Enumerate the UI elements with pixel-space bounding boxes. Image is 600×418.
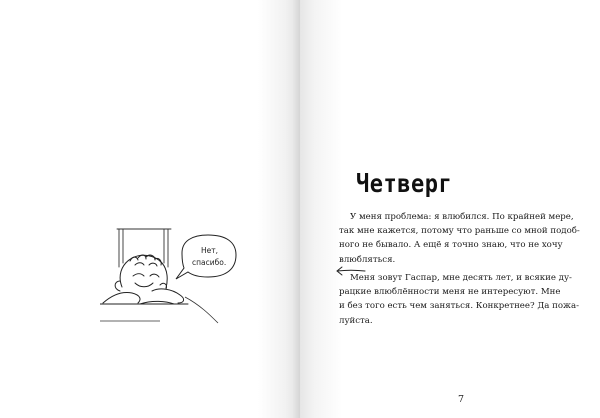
chapter-title: Четверг <box>356 170 453 199</box>
paragraph-2-line-1: Меня зовут Гаспар, мне десять лет, и всякие ду- <box>350 273 572 283</box>
paragraph-1-line-2: так мне кажется, потому что раньше со мной подоб- <box>339 226 580 237</box>
paragraph-2-line-2: рацкие влюблённости меня не интересуют. Мне <box>339 287 561 298</box>
right-page <box>300 0 600 418</box>
boy-arms-drawing <box>100 289 188 304</box>
paragraph-2-line-4: луйста. <box>339 315 373 326</box>
paragraph-1-line-1: У меня проблема: я влюбился. По крайней мере, <box>350 212 574 222</box>
paragraph-1-line-3: ного не бывало. А ещё я точно знаю, что не хочу <box>339 240 563 251</box>
paragraph-1 <box>339 210 580 267</box>
paragraph-1-line-4: влюбляться. <box>339 254 396 265</box>
speech-bubble-line-2: спасибо. <box>192 258 227 267</box>
page-number: 7 <box>458 394 465 405</box>
boy-illustration <box>100 225 270 325</box>
paragraph-2 <box>339 271 579 328</box>
speech-bubble-line-1: Нет, <box>201 246 219 255</box>
paragraph-2-line-3: и без того есть чем заняться. Конкретнее? Да пожа- <box>339 301 579 312</box>
speech-bubble <box>176 235 236 279</box>
window-frame-drawing <box>117 229 171 267</box>
